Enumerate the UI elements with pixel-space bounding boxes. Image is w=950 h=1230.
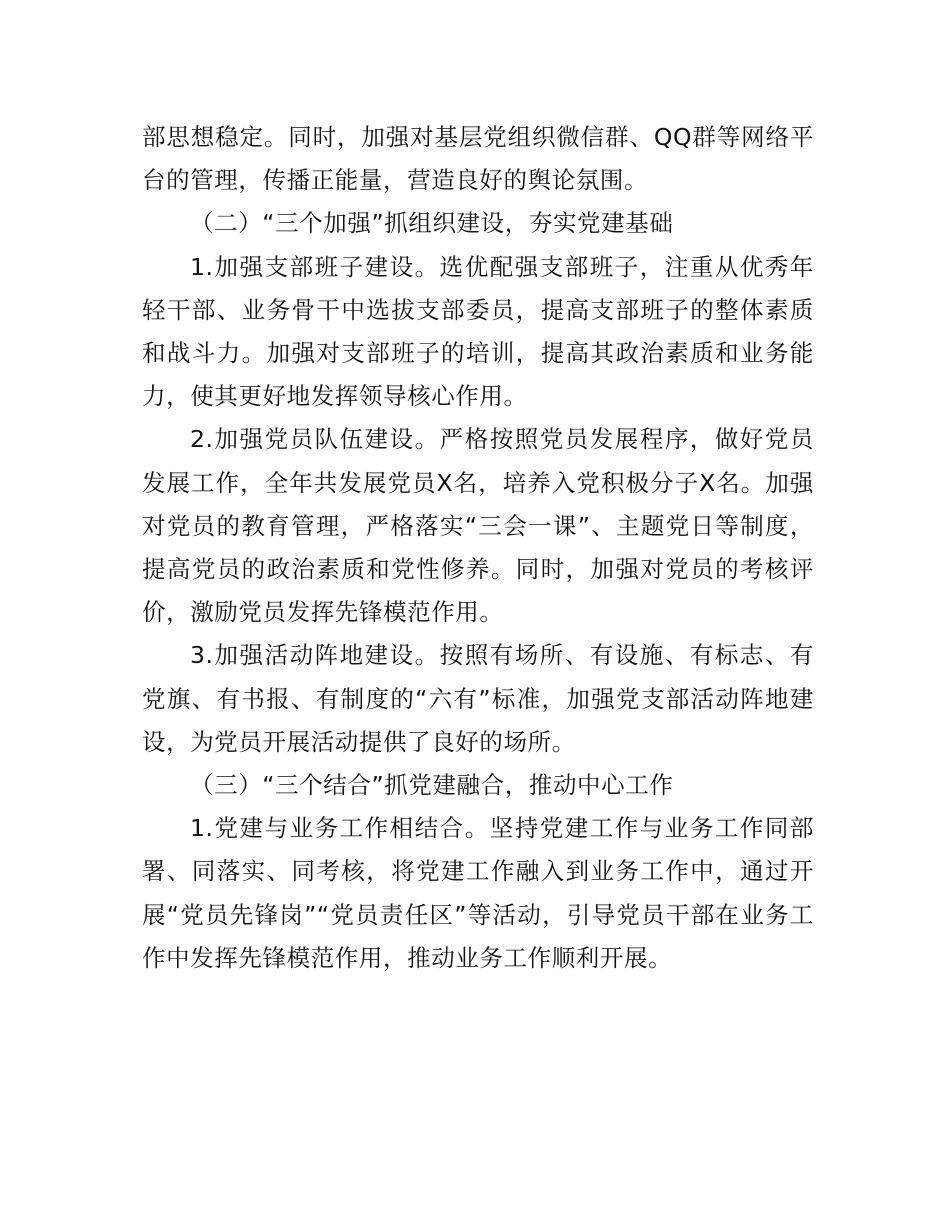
paragraph-item-2: 2.加强党员队伍建设。严格按照党员发展程序，做好党员发展工作，全年共发展党员X名，培养入党积极分子X名。加强对党员的教育管理，严格落实“三会一课”、主题党日等制度，提高党员的政治素质和党性修养。同时，加强对党员的考核评价，激励党员发挥先锋模范作用。 xyxy=(142,425,814,627)
section-heading-three: （三）“三个结合”抓党建融合，推动中心工作 xyxy=(190,771,674,800)
paragraph-continuation: 部思想稳定。同时，加强对基层党组织微信群、QQ群等网络平台的管理，传播正能量，营造良好的舆论氛围。 xyxy=(142,123,814,195)
paragraph-item-3: 3.加强活动阵地建设。按照有场所、有设施、有标志、有党旗、有书报、有制度的“六有”标准，加强党支部活动阵地建设，为党员开展活动提供了良好的场所。 xyxy=(142,641,814,756)
section-heading-two: （二）“三个加强”抓组织建设，夯实党建基础 xyxy=(190,209,674,238)
paragraph-item-integration-1: 1.党建与业务工作相结合。坚持党建工作与业务工作同部署、同落实、同考核，将党建工作融入到业务工作中，通过开展“党员先锋岗”“党员责任区”等活动，引导党员干部在业务工作中发挥先锋模范作用，推动业务工作顺利开展。 xyxy=(142,814,814,972)
paragraph-item-1: 1.加强支部班子建设。选优配强支部班子，注重从优秀年轻干部、业务骨干中选拔支部委员，提高支部班子的整体素质和战斗力。加强对支部班子的培训，提高其政治素质和业务能力，使其更好地发挥领导核心作用。 xyxy=(142,252,814,411)
document-page xyxy=(142,116,814,980)
